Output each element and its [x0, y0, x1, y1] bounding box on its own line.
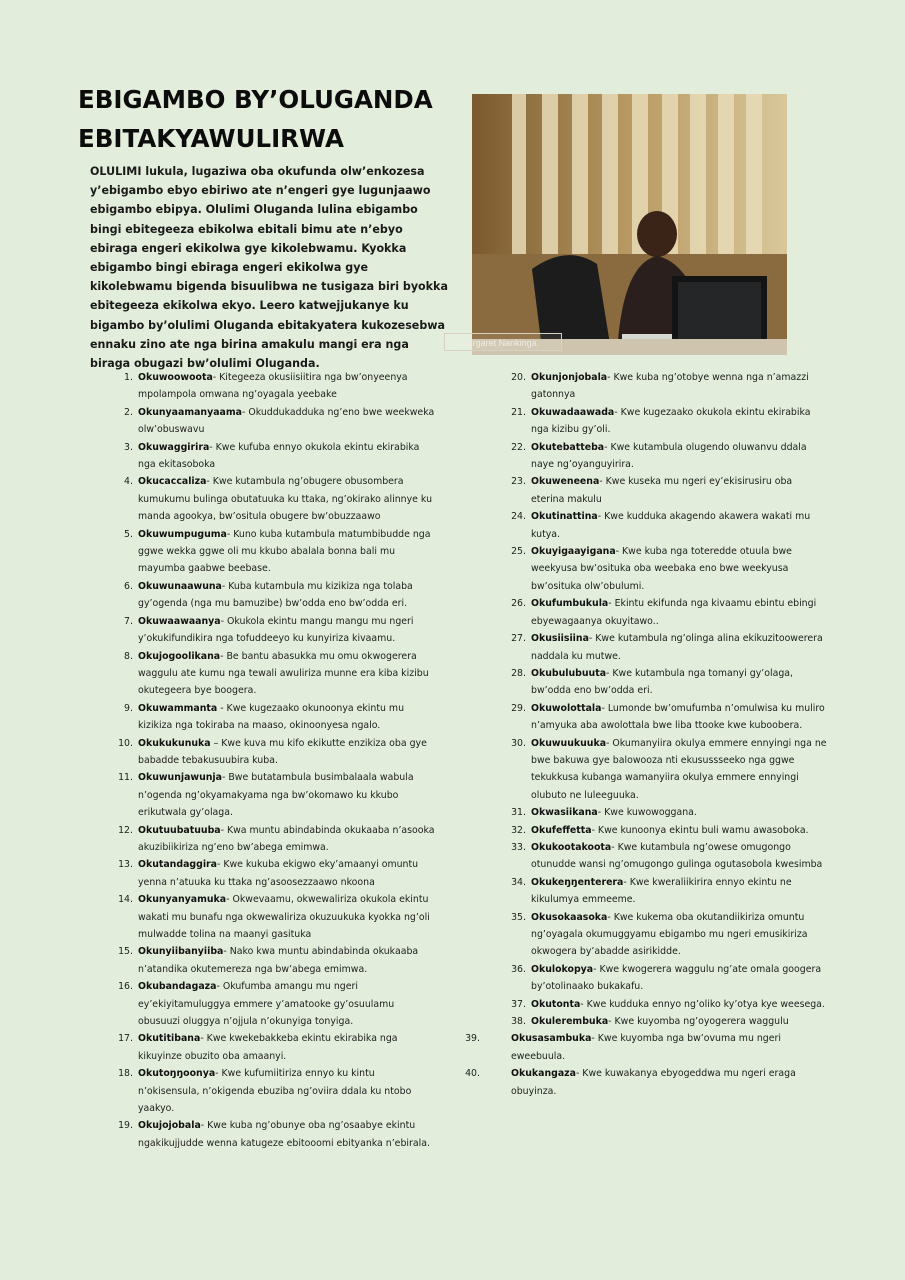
entry-number: 14. — [118, 894, 133, 906]
entry-term: Okulokopya — [531, 963, 594, 975]
entry-definition: - Kwe kutambula olugendo oluwanvu ddala naye ng’oyanguyirira. — [531, 441, 807, 471]
entry-term: Okuwammanta — [138, 702, 218, 714]
entry-number: 1. — [124, 372, 133, 383]
entry-term: Okuwuukuuka — [531, 737, 607, 749]
page-title: EBIGAMBO BY’OLUGANDA EBITAKYAWULIRWA — [78, 85, 433, 153]
word-entry — [118, 735, 438, 770]
word-entry — [511, 822, 828, 839]
entry-definition: - Kwe kuwowoggana. — [597, 807, 697, 819]
entry-term: Okuwadaawada — [531, 406, 615, 418]
entry-number: 16. — [118, 981, 133, 993]
entry-term: Okukeŋŋenterera — [531, 876, 624, 888]
word-entry — [118, 856, 438, 891]
entry-number: 33. — [511, 841, 526, 853]
entry-term: Okucaccaliza — [138, 476, 207, 488]
entry-definition: - Kitegeeza okusiisiitira nga bw’onyeenya mpolampola omwana ng’oyagala yeebake — [138, 372, 408, 401]
entry-number: 24. — [511, 511, 526, 523]
entry-definition: - Kwe kukuba ekigwo eky’amaanyi omuntu yenna n’atuuka ku ttaka ng’asoosezzaawo nkoona — [138, 859, 419, 888]
word-entry — [118, 891, 438, 943]
entry-term: Okutebatteba — [531, 441, 605, 453]
entry-number: 27. — [511, 633, 526, 645]
entry-number: 11. — [118, 772, 133, 784]
word-entry — [124, 526, 438, 578]
entry-definition: - Okumanyiira okulya emmere ennyingi nga ne bwe bakuwa gye balowooza nti ekusussseeko nga ggwe tekukkusa kubanga wamanyiira okulya emmere ennyingi olubuto ne luleeguuka. — [531, 737, 827, 801]
word-entry — [511, 839, 828, 874]
entry-number: 30. — [511, 737, 526, 749]
entry-term: Okulerembuka — [531, 1016, 609, 1028]
entry-definition: - Kwe kukema oba okutandiikiriza omuntu ng’oyagala okumuggyamu ebigambo mu ngeri emusikiriza okwogera by’abadde asirikidde. — [531, 911, 808, 958]
entry-term: Okukukunuka — [138, 737, 211, 749]
entry-term: Okuwaawaanya — [138, 615, 221, 627]
word-entry — [511, 700, 828, 735]
word-entry — [124, 700, 438, 735]
entry-definition: - Kuba kutambula mu kizikiza nga tolaba gy’ogenda (nga mu bamuzibe) bw’odda eno bw’odda eri. — [138, 580, 413, 610]
entry-number: 36. — [511, 963, 526, 975]
entry-definition: - Okukola ekintu mangu mangu mu ngeri y’okukifundikira nga tofuddeeyo ku kunyiriza kivaamu. — [138, 615, 414, 645]
entry-definition: - Kwe kunoonya ekintu buli wamu awasoboka. — [591, 824, 809, 836]
entry-number: 28. — [511, 667, 526, 679]
word-entry — [511, 665, 828, 700]
entry-number: 3. — [124, 441, 133, 453]
entry-definition: - Okwevaamu, okwewaliriza okukola ekintu wakati mu bunafu nga okwewaliriza okuzuukuka kyokka ng’oli mulwadde tolina na maanyi gasituka — [138, 894, 430, 940]
entry-number: 17. — [118, 1033, 133, 1045]
entry-definition: - Kwe kwekebakkeba ekintu ekirabika nga kikuyinze obuzito oba amaanyi. — [138, 1033, 398, 1062]
entry-number: 2. — [124, 406, 133, 418]
entry-term: Okwasiikana — [531, 807, 598, 819]
word-entry — [511, 543, 828, 595]
entry-definition: - Kwe kuseka mu ngeri ey’ekisirusiru oba eterina makulu — [531, 476, 793, 505]
word-entry — [118, 1117, 438, 1152]
word-entry — [511, 996, 828, 1013]
word-entry — [118, 822, 438, 857]
word-entry — [124, 439, 438, 474]
entry-number: 8. — [124, 650, 133, 662]
entry-number: 10. — [118, 737, 133, 749]
entry-definition: - Kwe kudduka akagendo akawera wakati mu kutya. — [531, 511, 811, 540]
entry-number: 31. — [511, 807, 526, 819]
entry-term: Okusasambuka — [511, 1033, 592, 1045]
word-entry — [511, 404, 828, 439]
entry-number: 9. — [124, 702, 133, 714]
entry-number: 39. — [465, 1033, 480, 1045]
entry-term: Okufumbukula — [531, 598, 609, 610]
entry-term: Okunyaamanyaama — [138, 406, 242, 418]
entry-definition: - Be bantu abasukka mu omu okwogerera waggulu ate kumu nga tewali awuliriza munne era kiba kizibu okutegeera bye boogera. — [138, 650, 429, 697]
word-entry — [511, 1013, 828, 1030]
entry-number: 18. — [118, 1068, 133, 1080]
entry-definition: - Lumonde bw’omufumba n’omulwisa ku muliro n’amyuka aba awolottala bwe liba ttooke kwe kuboobera. — [531, 702, 825, 732]
entry-term: Okubandagaza — [138, 981, 217, 993]
entry-term: Okusokaasoka — [531, 911, 608, 923]
word-entry — [118, 769, 438, 821]
entry-definition: - Kwe kuyomba ng’oyogerera waggulu — [608, 1016, 789, 1028]
entry-term: Okutuubatuuba — [138, 824, 221, 836]
word-entry — [511, 874, 828, 909]
entry-term: Okunyanyamuka — [138, 894, 227, 906]
entry-number: 6. — [124, 580, 133, 592]
entry-term: Okutoŋŋoonya — [138, 1068, 216, 1080]
entry-number: 34. — [511, 876, 526, 888]
entry-number: 38. — [511, 1016, 526, 1028]
entry-number: 32. — [511, 824, 526, 836]
word-entry — [124, 473, 438, 525]
word-list-right — [465, 369, 828, 1100]
entry-number: 13. — [118, 859, 133, 871]
entry-number: 37. — [511, 998, 526, 1010]
word-entry — [511, 630, 828, 665]
entry-definition: - Kuno kuba kutambula matumbibudde nga ggwe wekka ggwe oli mu kkubo abalala bonna bali mu mayumba gaabwe beebase. — [138, 528, 431, 575]
entry-term: Okufeffetta — [531, 824, 592, 836]
entry-number: 20. — [511, 372, 526, 383]
entry-definition: - Kwe kufumiitiriza ennyo ku kintu n’okisensula, n’okigenda ebuziba ng’oviira ddala ku ntobo yaakyo. — [138, 1068, 412, 1115]
entry-definition: - Kwe kuwakanya ebyogeddwa mu ngeri eraga obuyinza. — [511, 1068, 796, 1097]
entry-term: Okuwunjawunja — [138, 772, 222, 784]
entry-number: 15. — [118, 946, 133, 958]
entry-term: Okujogoolikana — [138, 650, 221, 662]
entry-number: 40. — [465, 1068, 480, 1080]
word-entry — [124, 369, 438, 404]
entry-number: 22. — [511, 441, 526, 453]
entry-number: 12. — [118, 824, 133, 836]
entry-definition: - Kwe kutambula ng’obugere obusombera kumukumu bulinga obutatuuka ku ttaka, ng’okirako alinnye ku manda agookya, bw’ositula obugere bw’obuzzaawo — [138, 476, 433, 523]
entry-number: 29. — [511, 702, 526, 714]
entry-term: Okunyiibanyiiba — [138, 946, 224, 958]
entry-number: 5. — [124, 528, 133, 540]
entry-number: 35. — [511, 911, 526, 923]
photo-caption: © Margaret Nankinga — [444, 333, 562, 351]
entry-definition: - Kwe kudduka ennyo ng’oliko ky’otya kye weesega. — [580, 998, 825, 1010]
entry-term: Okutandaggira — [138, 859, 217, 871]
entry-definition: - Kwe kutambula nga tomanyi gy’olaga, bw’odda eno bw’odda eri. — [531, 667, 794, 697]
entry-term: Okukootakoota — [531, 841, 612, 853]
entry-number: 7. — [124, 615, 133, 627]
entry-number: 21. — [511, 406, 526, 418]
word-entry — [118, 1030, 438, 1065]
entry-term: Okuwumpuguma — [138, 528, 227, 540]
entry-term: Okuwaggirira — [138, 441, 210, 453]
entry-term: Okusiisiina — [531, 633, 589, 645]
word-entry — [511, 804, 828, 821]
entry-term: Okukangaza — [511, 1068, 576, 1080]
entry-definition: - Ekintu ekifunda nga kivaamu ebintu ebingi ebyewagaanya okuyitawo.. — [531, 598, 817, 627]
word-entry — [511, 508, 828, 543]
word-entry — [465, 1030, 828, 1065]
word-entry — [511, 439, 828, 474]
word-entry — [511, 961, 828, 996]
entry-definition: - Kwe kutambula ng’olinga alina ekikuzitoowerera naddala ku mutwe. — [531, 633, 823, 662]
entry-definition: - Kwe kufuba ennyo okukola ekintu ekirabika nga ekitasoboka — [138, 441, 420, 471]
entry-term: Okuwunaawuna — [138, 580, 222, 592]
entry-number: 19. — [118, 1120, 133, 1132]
entry-term: Okutinattina — [531, 511, 598, 523]
word-entry — [511, 909, 828, 961]
window-blinds — [512, 94, 762, 259]
word-entry — [511, 369, 828, 404]
entry-definition: - Kwe kuba ng’obunye oba ng’osaabye ekintu ngakikujjudde wenna katugeze ebitooomi ebityanka n’ebirala. — [138, 1120, 430, 1149]
word-entry — [124, 648, 438, 700]
word-entry — [124, 578, 438, 613]
entry-term: Okutonta — [531, 998, 581, 1010]
entry-definition: - Kwa muntu abindabinda okukaaba n’asooka akuzibiikiriza ng’eno bw’abega emimwa. — [138, 824, 435, 853]
word-entry — [124, 613, 438, 648]
entry-definition: - Kwe kuba ng’otobye wenna nga n’amazzi gatonnya — [531, 372, 809, 401]
entry-definition: - Nako kwa muntu abindabinda okukaaba n’atandika okutemereza nga bw’abega emimwa. — [138, 946, 419, 975]
entry-definition: - Kwe kutambula ng’owese omugongo otunudde wansi ng’omugongo gulinga ogutasobola kwesimba — [531, 841, 823, 871]
word-entry — [118, 978, 438, 1030]
word-entry — [511, 473, 828, 508]
entry-definition: - Kwe kugezaako okukola ekintu ekirabika nga kizibu gy’oli. — [531, 406, 811, 436]
entry-definition: - Kwe kwogerera waggulu ng’ate omala googera by’otolinaako bukakafu. — [531, 963, 822, 993]
person-head — [637, 211, 677, 257]
entry-definition: - Kwe kuyomba nga bw’ovuma mu ngeri eweebuula. — [511, 1033, 781, 1062]
entry-definition: - Bwe butatambula busimbalaala wabula n’ogenda ng’okyamakyama nga bw’okomawo ku kkubo erikutwala gy’olaga. — [138, 772, 414, 819]
entry-definition: – Kwe kuva mu kifo ekikutte enzikiza oba gye babadde tebakusuubira kuba. — [138, 737, 427, 766]
word-list-left — [118, 369, 438, 1152]
entry-definition: - Kwe kweraliikirira ennyo ekintu ne kikulumya emmeeme. — [531, 876, 792, 906]
entry-definition: - Okuddukadduka ng’eno bwe weekweka olw’obuswavu — [138, 406, 435, 436]
entry-number: 26. — [511, 598, 526, 610]
entry-term: Okuyigaayigana — [531, 546, 616, 558]
entry-number: 25. — [511, 546, 526, 558]
word-entry — [465, 1065, 828, 1100]
entry-term: Okuwolottala — [531, 702, 602, 714]
photo-illustration — [472, 94, 787, 355]
entry-number: 4. — [124, 476, 133, 488]
word-entry — [511, 735, 828, 805]
entry-definition: - Okufumba amangu mu ngeri ey’ekiyitamuluggya emmere y’amatooke gy’osuulamu obusuuzi oluggya n’ojjula n’okunyiga tonyiga. — [138, 981, 395, 1028]
entry-term: Okuwoowoota — [138, 372, 213, 383]
word-entry — [124, 404, 438, 439]
entry-term: Okuweneena — [531, 476, 600, 488]
entry-term: Okujojobala — [138, 1120, 201, 1132]
word-entry — [118, 1065, 438, 1117]
entry-definition: - Kwe kuba nga toteredde otuula bwe weekyusa bw’osituka oba weebaka eno bwe weekyusa bw’osituka olw’obulumi. — [531, 546, 792, 592]
word-entry — [511, 595, 828, 630]
intro-paragraph: OLULIMI lukula, lugaziwa oba okufunda olw’enkozesa y’ebigambo ebyo ebiriwo ate n’engeri gye lugunjaawo ebigambo ebipya. Olulimi Oluganda lulina ebigambo bingi ebitegeeza ebikolwa ebitali bimu ate n’ebyo ebiraga engeri ekikolwa gye kikolebwamu. Kyokka ebigambo bingi ebiraga engeri ekikolwa gye kikolebwamu bigenda bisuulibwa ne tusigaza biri byokka ebitegeeza ekikolwa ekyo. Leero katwejjukanye ku bigambo by’olulimi Oluganda ebitakyatera kukozesebwa ennaku zino ate nga birina amakulu mangi era nga biraga obugazi bw’olulimi Oluganda. — [90, 165, 448, 371]
entry-number: 23. — [511, 476, 526, 488]
word-entry — [118, 943, 438, 978]
entry-term: Okutitibana — [138, 1033, 201, 1045]
entry-term: Okubulubuuta — [531, 667, 607, 679]
entry-definition: - Kwe kugezaako okunoonya ekintu mu kizikiza nga tokiraba na maaso, okinoonyesa ngalo. — [138, 702, 405, 732]
photo-woman-at-desk — [472, 94, 787, 355]
entry-term: Okunjonjobala — [531, 372, 608, 383]
